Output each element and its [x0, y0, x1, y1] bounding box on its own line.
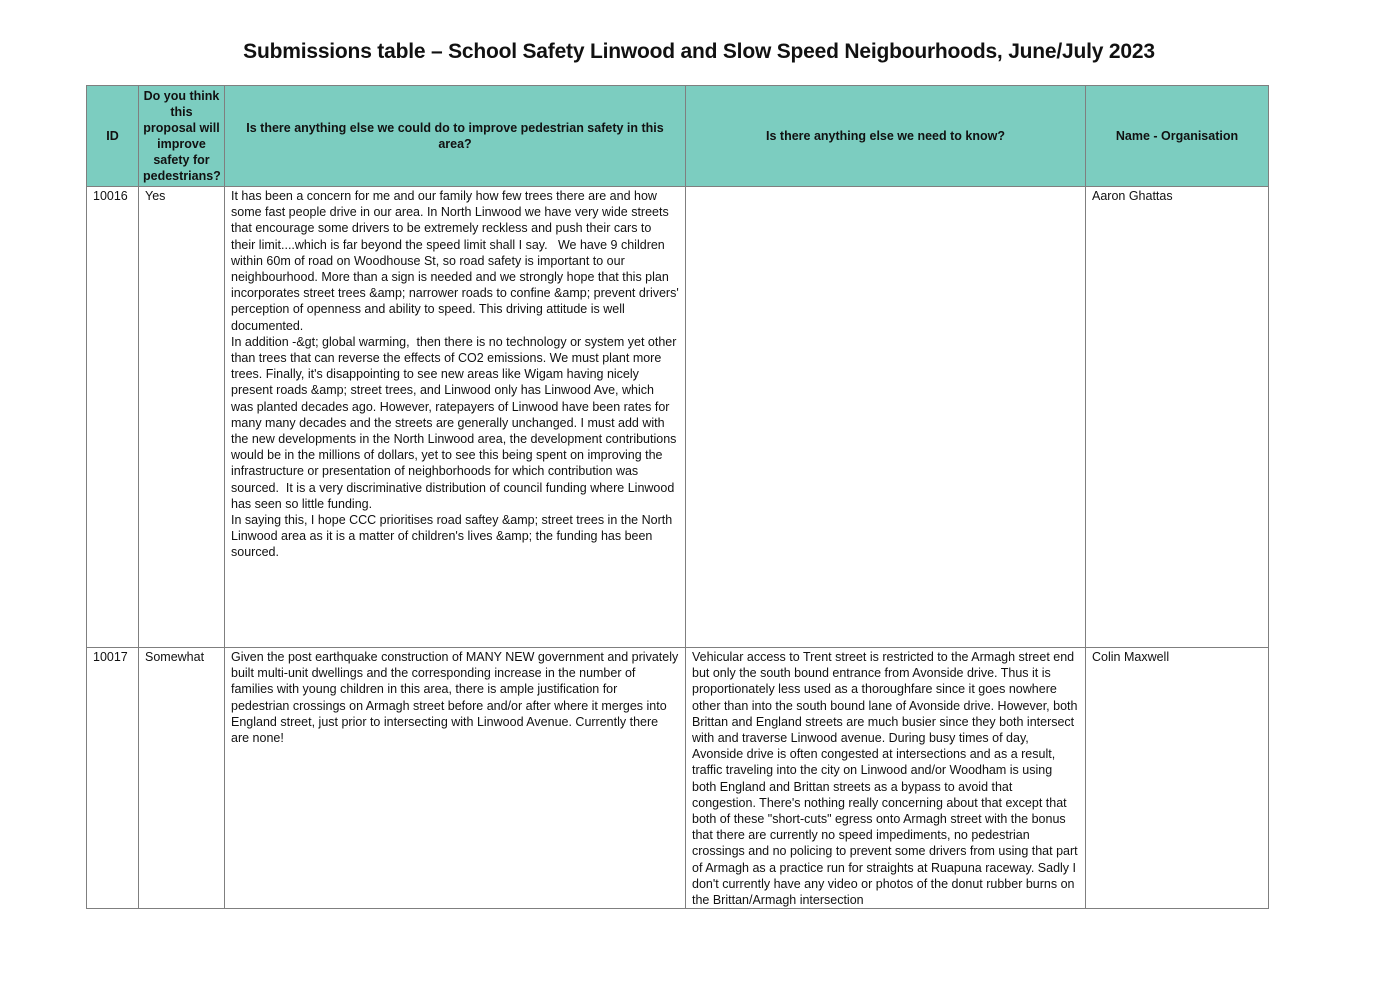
- cell-id: 10016: [87, 187, 139, 648]
- cell-improve-safety: Somewhat: [139, 648, 225, 909]
- cell-need-to-know: Vehicular access to Trent street is restricted to the Armagh street end but only the south bound entrance from Avonside drive. Thus it is proportionately less used as a thoroughfare since it goes nowhere other than into the south bound lane of Avonside drive. However, both Brittan and England streets are much busier since they both intersect with and traverse Linwood avenue. During busy times of day, Avonside drive is often congested at intersections and as a result, traffic traveling into the city on Linwood and/or Woodham is using both England and Brittan streets as a bypass to avoid that congestion. There's nothing really concerning about that except that both of these "short-cuts" egress onto Armagh street with the bonus that there are currently no speed impediments, no pedestrian crossings and no policing to prevent some drivers from using that part of Armagh as a practice run for straights at Ruapuna raceway. Sadly I don't currently have any video or photos of the donut rubber burns on the Brittan/Armagh intersection: [686, 648, 1086, 909]
- header-anything-else-do: Is there anything else we could do to improve pedestrian safety in this area?: [225, 86, 686, 187]
- cell-name-organisation: Colin Maxwell: [1086, 648, 1269, 909]
- cell-improve-safety: Yes: [139, 187, 225, 648]
- cell-anything-else-do: Given the post earthquake construction of MANY NEW government and privately built multi-unit dwellings and the corresponding increase in the number of families with young children in this area, there is ample justification for pedestrian crossings on Armagh street before and/or after where it merges into England street, just prior to intersecting with Linwood Avenue. Currently there are none!: [225, 648, 686, 909]
- submissions-table: [86, 85, 1269, 909]
- cell-name-organisation: Aaron Ghattas: [1086, 187, 1269, 648]
- cell-anything-else-do: It has been a concern for me and our family how few trees there are and how some fast people drive in our area. In North Linwood we have very wide streets that encourage some drivers to be extremely reckless and push their cars to their limit....which is far beyond the speed limit shall I say. We have 9 children within 60m of road on Woodhouse St, so road safety is important to our neighbourhood. More than a sign is needed and we strongly hope that this plan incorporates street trees &amp; narrower roads to confine &amp; prevent drivers' perception of openness and ability to speed. This driving attitude is well documented. In addition -&gt; global warming, then there is no technology or system yet other than trees that can reverse the effects of CO2 emissions. We must plant more trees. Finally, it's disappointing to see new areas like Wigam having nicely present roads &amp; street trees, and Linwood only has Linwood Ave, which was planted decades ago. However, ratepayers of Linwood have been rates for many many decades and the streets are generally unchanged. I must add with the new developments in the North Linwood area, the development contributions would be in the millions of dollars, yet to see this being spent on improving the infrastructure or presentation of neighborhoods for which contribution was sourced. It is a very discriminative distribution of council funding where Linwood has seen so little funding. In saying this, I hope CCC prioritises road saftey &amp; street trees in the North Linwood area as it is a matter of children's lives &amp; the funding has been sourced.: [225, 187, 686, 648]
- table-header-row: [87, 86, 1269, 187]
- cell-id: 10017: [87, 648, 139, 909]
- header-id: ID: [87, 86, 139, 187]
- table-row: [87, 648, 1269, 909]
- header-need-to-know: Is there anything else we need to know?: [686, 86, 1086, 187]
- header-name-organisation: Name - Organisation: [1086, 86, 1269, 187]
- header-improve-safety: Do you think this proposal will improve safety for pedestrians?: [139, 86, 225, 187]
- table-row: [87, 187, 1269, 648]
- cell-need-to-know: [686, 187, 1086, 648]
- page-title: Submissions table – School Safety Linwood and Slow Speed Neigbourhoods, June/July 2023: [243, 40, 1155, 63]
